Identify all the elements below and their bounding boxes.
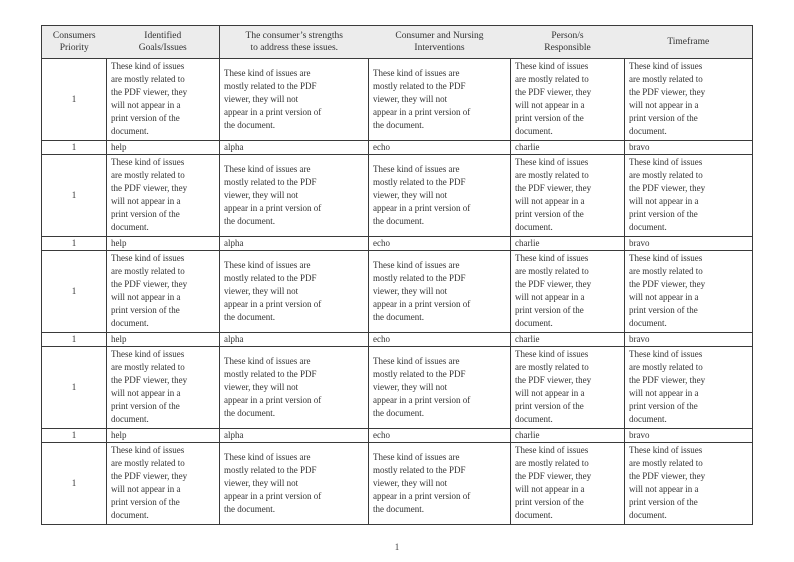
page-number: 1 <box>394 542 400 552</box>
cell-timeframe: These kind of issues are mostly related to the PDF viewer, they will not appear in a print version of the document. <box>625 155 753 237</box>
cell-identified-goals-issues: help <box>107 141 220 155</box>
cell-timeframe: bravo <box>625 333 753 347</box>
cell-consumer-strengths: These kind of issues are mostly related to the PDF viewer, they will not appear in a print version of the document. <box>220 347 369 429</box>
cell-consumer-strengths: alpha <box>220 141 369 155</box>
cell-consumer-nursing-interventions: echo <box>369 333 511 347</box>
cell-timeframe: These kind of issues are mostly related to the PDF viewer, they will not appear in a print version of the document. <box>625 251 753 333</box>
cell-identified-goals-issues: These kind of issues are mostly related to the PDF viewer, they will not appear in a print version of the document. <box>107 59 220 141</box>
table-row <box>42 333 753 347</box>
cell-timeframe: bravo <box>625 141 753 155</box>
header-consumer-strengths: The consumer’s strengths to address these issues. <box>220 26 369 59</box>
cell-consumers-priority: 1 <box>42 333 107 347</box>
cell-timeframe: These kind of issues are mostly related to the PDF viewer, they will not appear in a print version of the document. <box>625 443 753 525</box>
table-header <box>42 26 753 59</box>
cell-person-responsible: charlie <box>511 141 625 155</box>
table-row <box>42 141 753 155</box>
cell-consumer-strengths: alpha <box>220 333 369 347</box>
cell-consumers-priority: 1 <box>42 347 107 429</box>
table-row <box>42 347 753 429</box>
cell-identified-goals-issues: These kind of issues are mostly related to the PDF viewer, they will not appear in a print version of the document. <box>107 155 220 237</box>
cell-timeframe: These kind of issues are mostly related to the PDF viewer, they will not appear in a print version of the document. <box>625 347 753 429</box>
cell-consumer-strengths: alpha <box>220 429 369 443</box>
table-row <box>42 429 753 443</box>
cell-person-responsible: charlie <box>511 333 625 347</box>
header-consumers-priority: Consumers Priority <box>42 26 107 59</box>
care-plan-table <box>41 25 753 525</box>
cell-consumers-priority: 1 <box>42 251 107 333</box>
cell-consumer-nursing-interventions: echo <box>369 141 511 155</box>
cell-person-responsible: These kind of issues are mostly related to the PDF viewer, they will not appear in a print version of the document. <box>511 443 625 525</box>
cell-person-responsible: These kind of issues are mostly related to the PDF viewer, they will not appear in a print version of the document. <box>511 347 625 429</box>
cell-person-responsible: These kind of issues are mostly related to the PDF viewer, they will not appear in a print version of the document. <box>511 251 625 333</box>
cell-consumer-nursing-interventions: These kind of issues are mostly related to the PDF viewer, they will not appear in a print version of the document. <box>369 347 511 429</box>
table-header-row <box>42 26 753 59</box>
cell-timeframe: bravo <box>625 237 753 251</box>
cell-identified-goals-issues: help <box>107 237 220 251</box>
table-row <box>42 443 753 525</box>
cell-identified-goals-issues: These kind of issues are mostly related to the PDF viewer, they will not appear in a print version of the document. <box>107 251 220 333</box>
cell-consumer-nursing-interventions: These kind of issues are mostly related to the PDF viewer, they will not appear in a print version of the document. <box>369 443 511 525</box>
cell-consumer-strengths: These kind of issues are mostly related to the PDF viewer, they will not appear in a print version of the document. <box>220 251 369 333</box>
cell-person-responsible: These kind of issues are mostly related to the PDF viewer, they will not appear in a print version of the document. <box>511 59 625 141</box>
cell-consumers-priority: 1 <box>42 155 107 237</box>
header-identified-goals-issues: Identified Goals/Issues <box>107 26 220 59</box>
table-row <box>42 155 753 237</box>
cell-consumer-strengths: These kind of issues are mostly related to the PDF viewer, they will not appear in a print version of the document. <box>220 59 369 141</box>
cell-timeframe: These kind of issues are mostly related to the PDF viewer, they will not appear in a print version of the document. <box>625 59 753 141</box>
cell-consumer-strengths: These kind of issues are mostly related to the PDF viewer, they will not appear in a print version of the document. <box>220 155 369 237</box>
cell-identified-goals-issues: help <box>107 429 220 443</box>
cell-person-responsible: charlie <box>511 429 625 443</box>
cell-identified-goals-issues: These kind of issues are mostly related to the PDF viewer, they will not appear in a print version of the document. <box>107 443 220 525</box>
cell-consumer-nursing-interventions: echo <box>369 429 511 443</box>
cell-consumer-nursing-interventions: These kind of issues are mostly related to the PDF viewer, they will not appear in a print version of the document. <box>369 251 511 333</box>
cell-consumers-priority: 1 <box>42 59 107 141</box>
cell-identified-goals-issues: These kind of issues are mostly related to the PDF viewer, they will not appear in a print version of the document. <box>107 347 220 429</box>
cell-consumer-nursing-interventions: echo <box>369 237 511 251</box>
cell-consumers-priority: 1 <box>42 443 107 525</box>
cell-person-responsible: charlie <box>511 237 625 251</box>
cell-identified-goals-issues: help <box>107 333 220 347</box>
cell-timeframe: bravo <box>625 429 753 443</box>
cell-consumers-priority: 1 <box>42 429 107 443</box>
header-timeframe: Timeframe <box>625 26 753 59</box>
cell-consumers-priority: 1 <box>42 237 107 251</box>
cell-consumer-strengths: These kind of issues are mostly related to the PDF viewer, they will not appear in a print version of the document. <box>220 443 369 525</box>
cell-consumer-nursing-interventions: These kind of issues are mostly related to the PDF viewer, they will not appear in a print version of the document. <box>369 155 511 237</box>
table-body <box>42 59 753 525</box>
table-row <box>42 251 753 333</box>
header-consumer-nursing-interventions: Consumer and Nursing Interventions <box>369 26 511 59</box>
cell-person-responsible: These kind of issues are mostly related to the PDF viewer, they will not appear in a print version of the document. <box>511 155 625 237</box>
cell-consumer-nursing-interventions: These kind of issues are mostly related to the PDF viewer, they will not appear in a print version of the document. <box>369 59 511 141</box>
table-row <box>42 59 753 141</box>
header-person-responsible: Person/s Responsible <box>511 26 625 59</box>
cell-consumer-strengths: alpha <box>220 237 369 251</box>
table-row <box>42 237 753 251</box>
cell-consumers-priority: 1 <box>42 141 107 155</box>
